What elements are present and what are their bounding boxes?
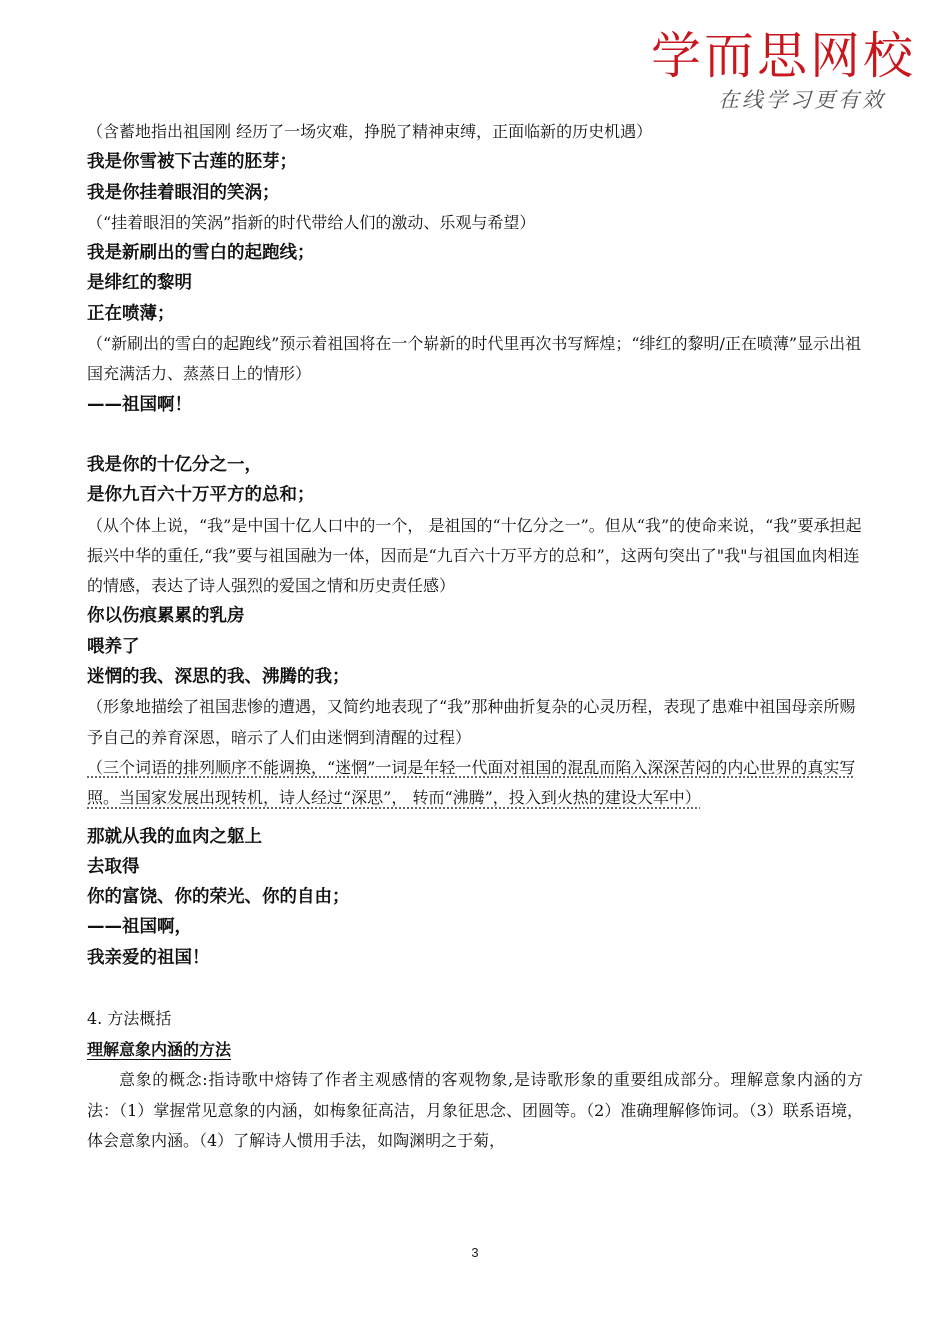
annotation: （含蓄地指出祖国刚 经历了一场灾难，挣脱了精神束缚，正面临新的历史机遇）	[87, 122, 653, 141]
section-heading: 4. 方法概括	[87, 1009, 172, 1029]
annotation-text: （三个词语的排列顺序不能调换，“迷惘”一词是年轻一代面对祖国的混乱而陷入深深苦闷的内心世界的真实写照。当国家发展出现转机，诗人经过“深思”， 转而“沸腾”，投入到火热的建设大军中）	[87, 757, 856, 808]
annotation: （“新刷出的雪白的起跑线”预示着祖国将在一个崭新的时代里再次书写辉煌；“绯红的黎明/正在喷薄”显示出祖国充满活力、蒸蒸日上的情形）	[87, 334, 862, 384]
page-number: 3	[471, 1245, 479, 1260]
section-paragraph: 意象的概念:指诗歌中熔铸了作者主观感情的客观物象,是诗歌形象的重要组成部分。理解意象内涵的方法：（1）掌握常见意象的内涵，如梅象征高洁，月象征思念、团圆等。（2）准确理解修饰词。（3）联系语境，体会意象内涵。（4）了解诗人惯用手法，如陶渊明之于菊，	[87, 1070, 863, 1151]
annotation: （形象地描绘了祖国悲惨的遭遇，又简约地表现了“我”那种曲折复杂的心灵历程，表现了患难中祖国母亲所赐予自己的养育深恩，暗示了人们由迷惘到清醒的过程）	[87, 697, 856, 747]
poem-line: 我是你挂着眼泪的笑涡；	[87, 182, 280, 203]
poem-line: 那就从我的血肉之躯上	[87, 826, 262, 847]
logo-wordmark: 学而思网校	[651, 27, 916, 85]
logo-slogan: 在线学习更有效	[718, 88, 886, 112]
poem-line: 我是你雪被下古莲的胚芽；	[87, 152, 297, 173]
spacer	[87, 814, 863, 822]
poem-line: 是你九百六十万平方的总和；	[87, 485, 315, 506]
poem-line: 你以伤痕累累的乳房	[87, 606, 245, 627]
poem-line: 我是新刷出的雪白的起跑线；	[87, 243, 315, 264]
poem-line: 我是你的十亿分之一，	[87, 454, 262, 475]
brand-logo	[651, 26, 916, 114]
spacer	[87, 973, 863, 985]
annotation: （从个体上说，“我”是中国十亿人口中的一个， 是祖国的“十亿分之一”。但从“我”的使命来说，“我”要承担起振兴中华的重任,“我”要与祖国融为一体，因而是“九百六十万平方的总和”，这两句突出了"我"与祖国血肉相连的情感，表达了诗人强烈的爱国之情和历史责任感）	[87, 515, 862, 596]
poem-line: 喂养了	[87, 636, 140, 657]
poem-line: 你的富饶、你的荣光、你的自由；	[87, 887, 350, 908]
poem-line: ——祖国啊！	[87, 394, 192, 415]
poem-line: 正在喷薄；	[87, 303, 175, 324]
document-body	[87, 117, 863, 1157]
poem-line: 是绯红的黎明	[87, 273, 192, 294]
poem-line: 迷惘的我、深思的我、沸腾的我；	[87, 667, 350, 688]
poem-line: 去取得	[87, 856, 140, 877]
annotation: （“挂着眼泪的笑涡”指新的时代带给人们的激动、乐观与希望）	[87, 212, 536, 232]
poem-line: 我亲爱的祖国！	[87, 947, 210, 968]
poem-line: ——祖国啊，	[87, 917, 192, 938]
section-subheading: 理解意象内涵的方法	[87, 1040, 232, 1060]
annotation-underlined	[87, 753, 863, 814]
stanza-gap	[87, 420, 863, 450]
